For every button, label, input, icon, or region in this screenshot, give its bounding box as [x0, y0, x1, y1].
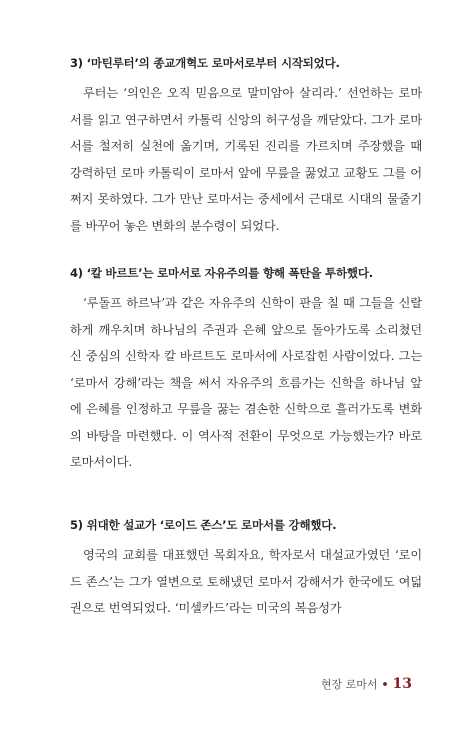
section-lloyd-jones [70, 516, 422, 622]
section-martin-luther [70, 54, 422, 239]
page-footer [321, 676, 412, 692]
section-paragraph: 루터는 ‘의인은 오직 믿음으로 말미암아 살리라.’ 선언하는 로마서를 읽고 연구하면서 카톨릭 신앙의 허구성을 깨닫았다. 그가 로마서를 철저히 실천에 옮기며, 기록된 진리를 가르치며 주장했을 때 강력하던 로마 카톨릭이 로마서 앞에 무릎을 꿇었고 교황도 그를 어쩌지 못하였다. 그가 만난 로마서는 중세에서 근대로 시대의 물줄기를 바꾸어 놓은 변화의 분수령이 되었다. [70, 86, 422, 233]
section-paragraph: ‘루돌프 하르낙’과 같은 자유주의 신학이 판을 칠 때 그들을 신랄하게 깨우치며 하나님의 주권과 은혜 앞으로 돌아가도록 소리쳤던 신 중심의 신학자 칼 바르트도 로마서에 사로잡힌 사람이었다. 그는 ‘로마서 강해’라는 책을 써서 자유주의 흐름가는 신학을 하나님 앞에 은혜를 인정하고 무릎을 꿇는 겸손한 신학으로 흘러가도록 변화의 바탕을 마련했다. 이 역사적 전환이 무엇으로 가능했는가? 바로 로마서이다. [70, 296, 422, 469]
section-heading: 4) ‘칼 바르트’는 로마서로 자유주의를 향해 폭탄을 투하했다. [70, 266, 373, 280]
section-heading: 5) 위대한 설교가 ‘로이드 존스’도 로마서를 강해했다. [70, 518, 337, 532]
running-title: 현장 로마서 [320, 678, 378, 691]
section-heading: 3) ‘마틴루터’의 종교개혁도 로마서로부터 시작되었다. [70, 56, 340, 70]
section-karl-barth [70, 264, 422, 476]
page-number: 13 [392, 676, 412, 692]
section-paragraph: 영국의 교회를 대표했던 목회자요, 학자로서 대설교가였던 ‘로이드 존스’는 그가 열변으로 토해냈던 로마서 강해서가 한국에도 여덟권으로 번역되었다. ‘미셀카드’라는 미국의 복음성가 [70, 548, 422, 615]
footer-separator: • [381, 678, 389, 691]
